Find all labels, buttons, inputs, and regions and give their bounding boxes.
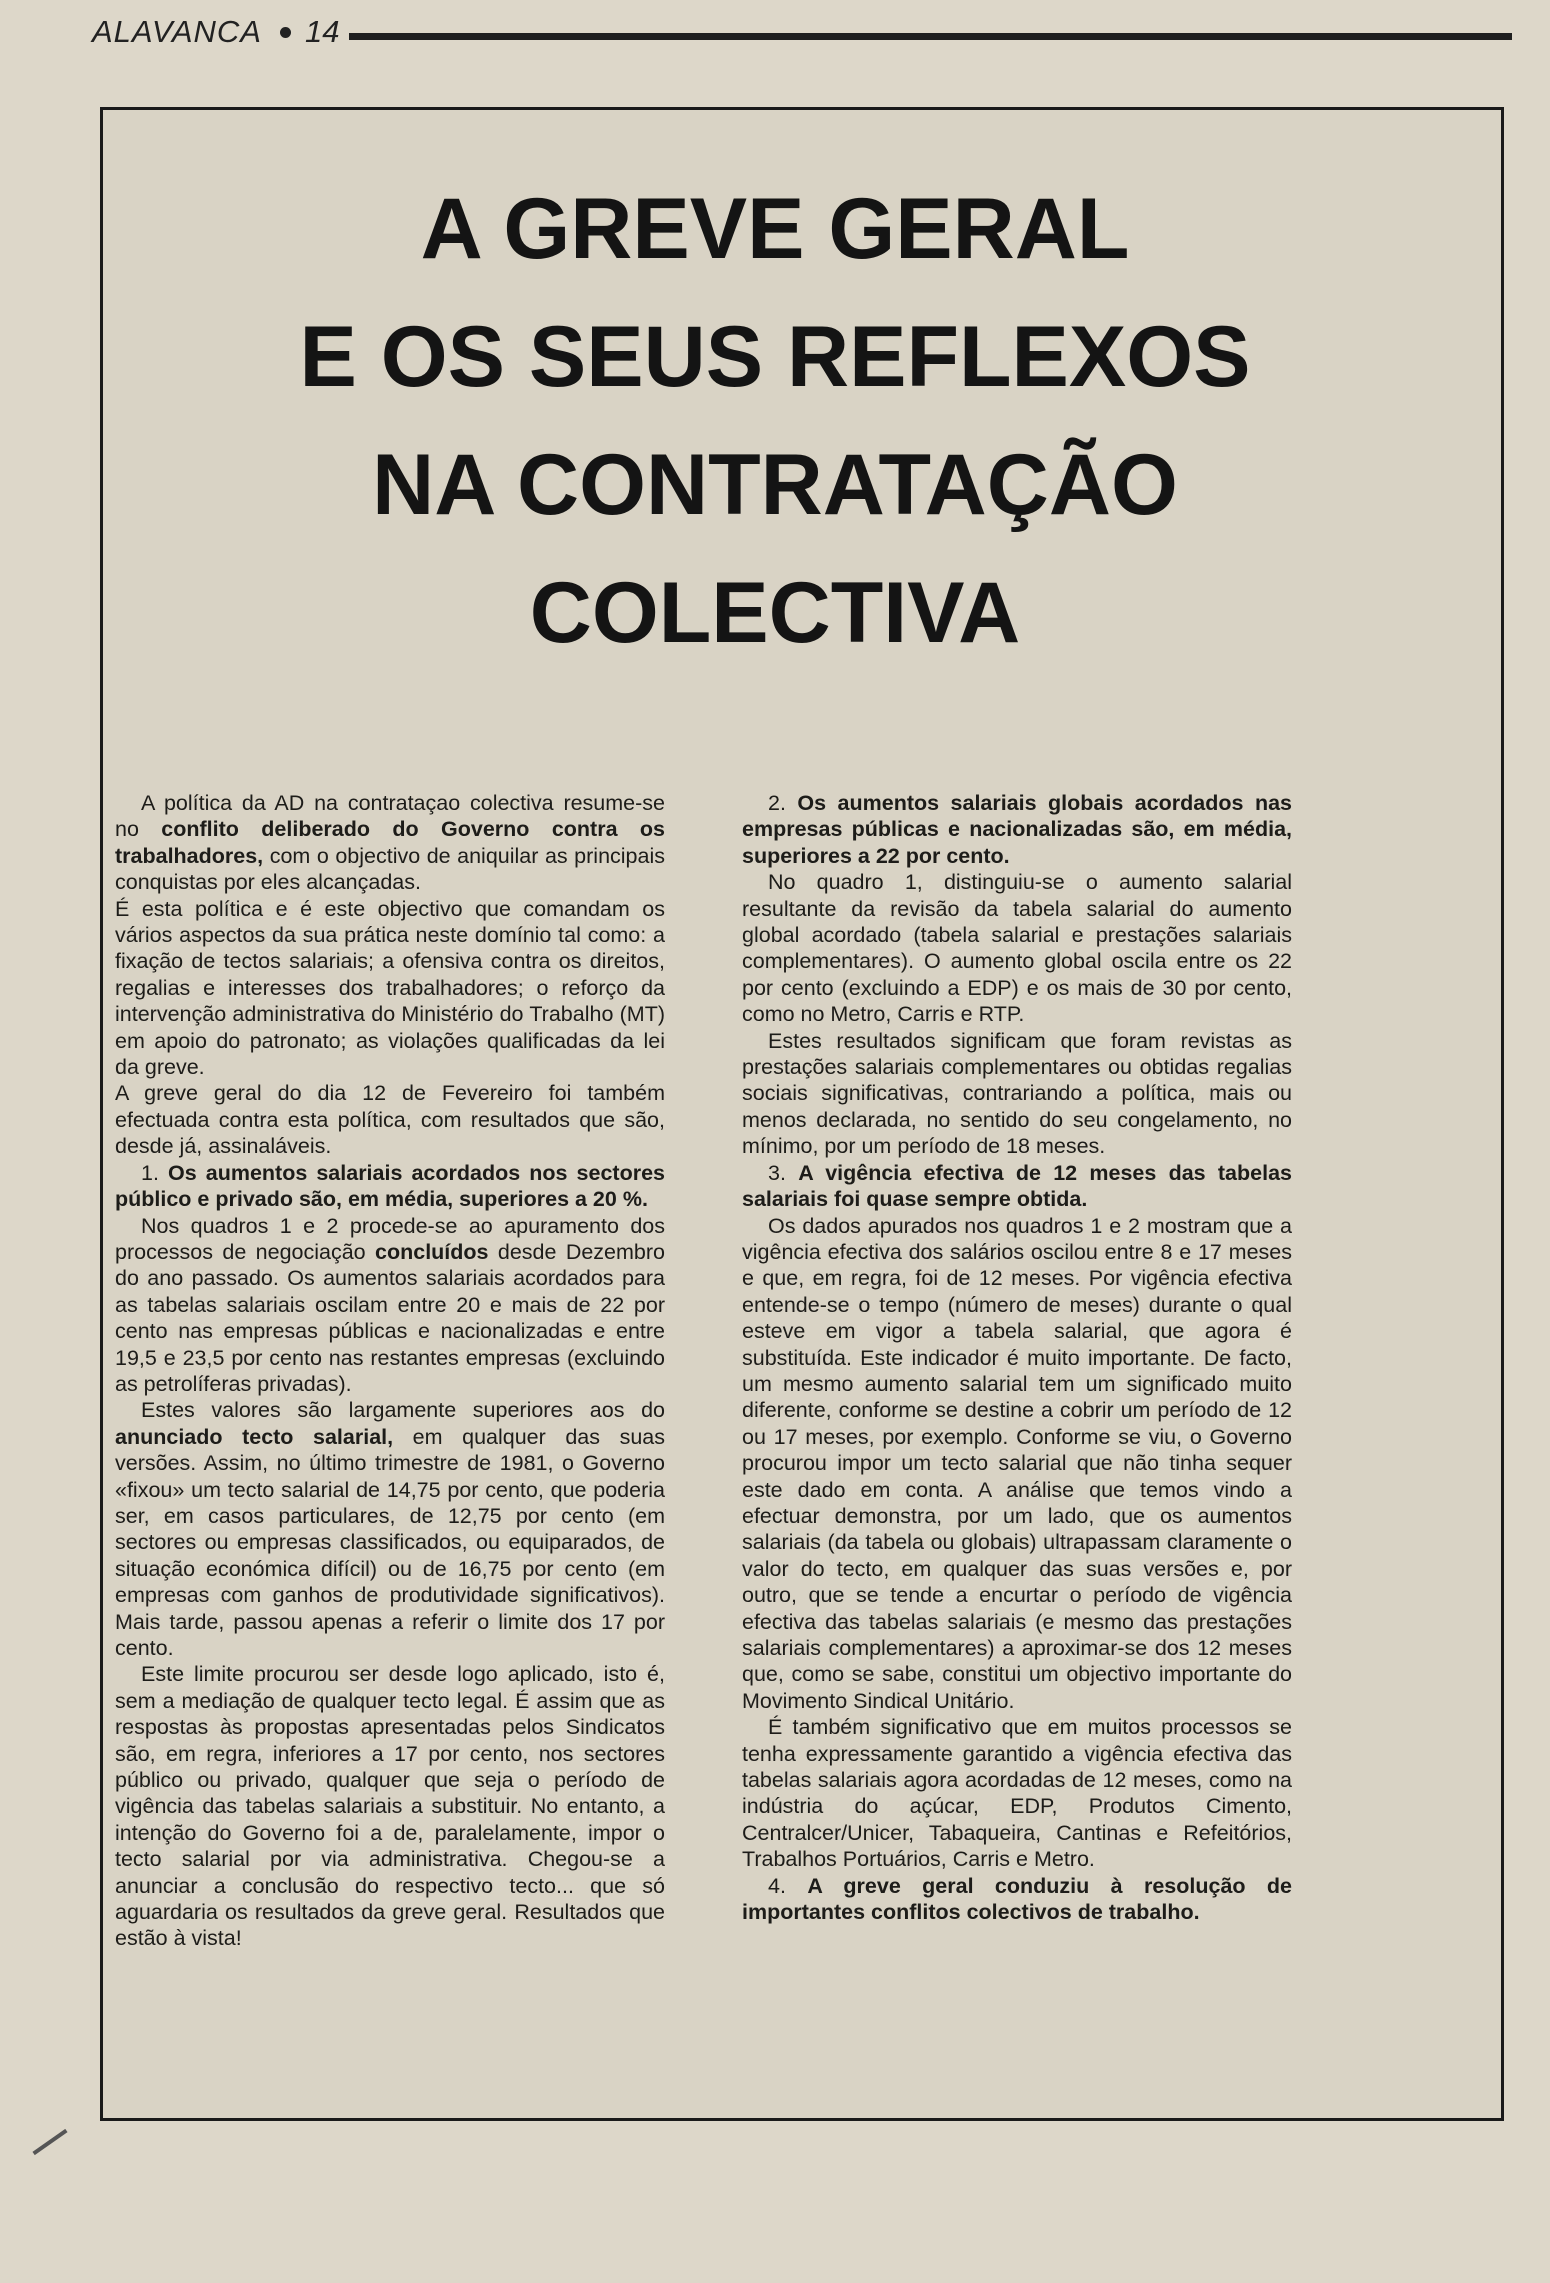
publication-name: ALAVANCA — [92, 14, 262, 49]
section-number: 1. — [141, 1160, 168, 1185]
section-heading — [115, 1160, 665, 1213]
section-number: 3. — [768, 1160, 799, 1185]
right-column — [742, 790, 1292, 1925]
paragraph: Estes resultados significam que foram revistas as prestações salariais complementares ou obtidas regalias sociais significativas, contrariando a política, mais ou menos declarada, no sentido do seu congelamento, no mínimo, por um período de 18 meses. — [742, 1028, 1292, 1159]
text-run: Estes valores são largamente superiores aos do — [141, 1398, 665, 1423]
paragraph: Os dados apurados nos quadros 1 e 2 mostram que a vigência efectiva dos salários oscilou entre 8 e 17 meses e que, em regra, foi de 12 meses. Por vigência efectiva entende-se o tempo (número de meses) durante o qual esteve em vigor a tabela salarial, que agora é substituída. Este indicador é muito importante. De facto, um mesmo aumento salarial tem um significado muito diferente, conforme se destine a cobrir um período de 12 ou 17 meses, por exemplo. Conforme se viu, o Governo procurou impor um tecto salarial que não tinha sequer este dado em conta. A análise que temos vindo a efectuar demonstra, por um lado, que os aumentos salariais (da tabela ou globais) ultrapassam claramente o valor do tecto, em qualquer das suas versões e, por outro, que se tende a encurtar o período de vigência efectiva das tabelas salariais (e mesmo das prestações salariais complementares) a aproximar-se dos 12 meses que, como se sabe, constitui um objectivo importante do Movimento Sindical Unitário. — [742, 1213, 1292, 1713]
text-run: desde Dezembro do ano passado. Os aumentos salariais acordados para as tabelas salariais oscilam entre 20 e mais de 22 por cento nas empresas públicas e nacionalizadas e entre 19,5 e 23,5 por cento nas restantes empresas (excluindo as petrolíferas privadas). — [115, 1239, 666, 1396]
paragraph: É também significativo que em muitos processos se tenha expressamente garantido a vigência efectiva das tabelas salariais agora acordadas de 12 meses, como na indústria do açúcar, EDP, Produtos Cimento, Centralcer/Unicer, Tabaqueira, Cantinas e Refeitórios, Trabalhos Portuários, Carris e Metro. — [742, 1715, 1292, 1872]
bold-text: anunciado tecto salarial, — [115, 1424, 394, 1449]
title-line-2: E OS SEUS REFLEXOS — [299, 309, 1251, 405]
paragraph — [115, 790, 665, 896]
paragraph: No quadro 1, distinguiu-se o aumento salarial resultante da revisão da tabela salarial do aumento global acordado (tabela salarial e prestações salariais complementares). O aumento global oscila entre os 22 por cento (excluindo a EDP) e os mais de 30 por cento, como no Metro, Carris e RTP. — [742, 870, 1292, 1027]
title-line-4: COLECTIVA — [529, 565, 1021, 661]
left-column — [115, 790, 665, 1952]
article-title — [0, 165, 1550, 677]
section-number: 2. — [768, 791, 798, 815]
bold-text: conflito deliberado do Governo contra os trabalhadores, — [115, 817, 665, 868]
text-run: A política da AD na contrataçao colectiva resume-se no — [115, 791, 665, 842]
paragraph — [115, 1397, 665, 1661]
section-heading — [742, 1160, 1292, 1213]
paragraph: A greve geral do dia 12 de Fevereiro foi também efectuada contra esta política, com resultados que são, desde já, assinaláveis. — [115, 1081, 665, 1159]
bold-text: Os aumentos salariais acordados nos sectores público e privado são, em média, superiores a 20 %. — [115, 1160, 665, 1212]
title-line-3: NA CONTRATAÇÃO — [372, 437, 1178, 533]
bold-text: A greve geral conduziu à resolução de importantes conflitos colectivos de trabalho. — [742, 1873, 1293, 1925]
page-header — [92, 10, 1512, 54]
bullet-separator — [280, 27, 291, 38]
bold-text: A vigência efectiva de 12 meses das tabelas salariais foi quase sempre obtida. — [742, 1160, 1292, 1212]
section-heading — [742, 790, 1292, 869]
section-number: 4. — [768, 1873, 808, 1898]
paragraph: Este limite procurou ser desde logo aplicado, isto é, sem a mediação de qualquer tecto legal. É assim que as respostas às propostas apresentadas pelos Sindicatos são, em regra, inferiores a 17 por cento, nos sectores público ou privado, qualquer que seja o período de vigência das tabelas salariais a substituir. No entanto, a intenção do Governo foi a de, paralelamente, impor o tecto salarial por via administrativa. Chegou-se a anunciar a conclusão do respectivo tecto... que só aguardaria os resultados da greve geral. Resultados que estão à vista! — [115, 1662, 665, 1951]
bold-text: Os aumentos salariais globais acordados nas empresas públicas e nacionalizadas são, em média, superiores a 22 por cento. — [742, 791, 1292, 868]
paragraph: É esta política e é este objectivo que comandam os vários aspectos da sua prática neste domínio tal como: a fixação de tectos salariais; a ofensiva contra os direitos, regalias e interesses dos trabalhadores; o reforço da intervenção administrativa do Ministério do Trabalho (MT) em apoio do patronato; as violações qualificadas da lei da greve. — [115, 896, 665, 1080]
page-number: 14 — [304, 14, 340, 49]
text-run: Nos quadros 1 e 2 procede-se ao apuramento dos processos de negociação — [115, 1213, 665, 1264]
ink-mark — [32, 2129, 67, 2155]
text-run: com o objectivo de aniquilar as principais conquistas por eles alcançadas. — [115, 843, 665, 895]
header-rule — [349, 33, 1512, 40]
title-line-1: A GREVE GERAL — [420, 181, 1130, 277]
text-run: em qualquer das suas versões. Assim, no último trimestre de 1981, o Governo «fixou» um tecto salarial de 14,75 por cento, que poderia ser, em casos particulares, de 12,75 por cento (em sectores ou empresas classificados, ou equiparados, de situação económica difícil) ou de 16,75 por cento (em empresas com ganhos de produtividade significativos). Mais tarde, passou apenas a referir o limite dos 17 por cento. — [115, 1424, 665, 1660]
bold-text: concluídos — [375, 1239, 489, 1264]
section-heading — [742, 1873, 1292, 1926]
paragraph — [115, 1213, 665, 1398]
